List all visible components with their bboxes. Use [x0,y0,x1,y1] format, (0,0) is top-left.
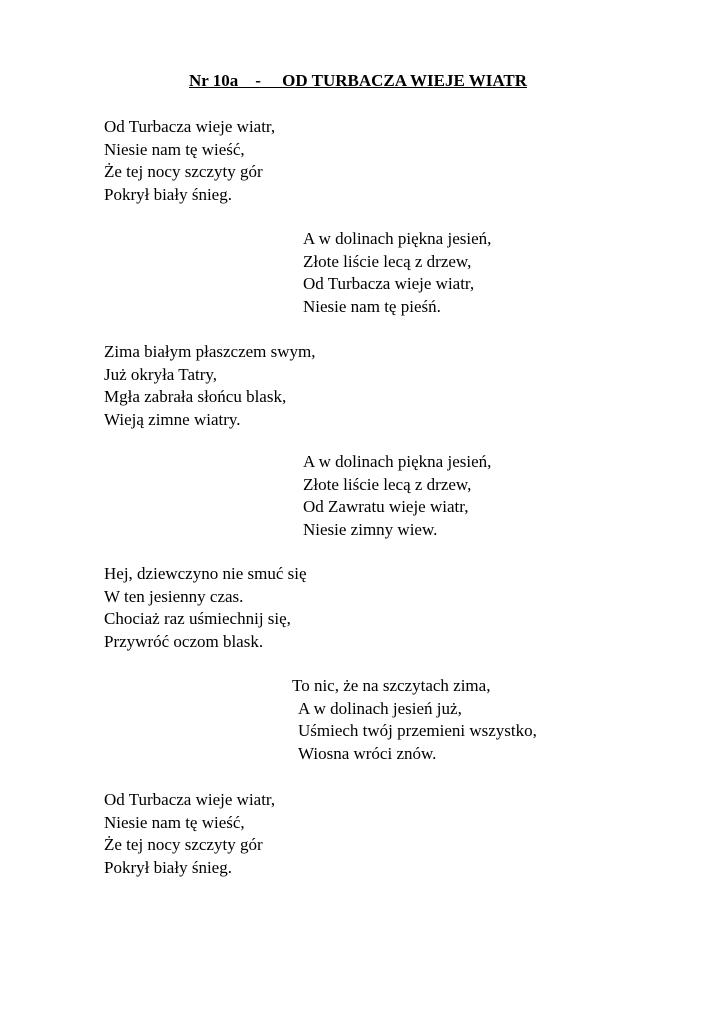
stanza-line: Złote liście lecą z drzew, [303,474,472,494]
song-title: Nr 10a - OD TURBACZA WIEJE WIATR [189,71,528,90]
stanza-line: Pokrył biały śnieg. [104,857,232,877]
stanza-line: Od Turbacza wieje wiatr, [104,790,276,809]
stanza-line: To nic, że na szczytach zima, [292,676,491,695]
stanza-line: Zima białym płaszczem swym, [104,342,316,361]
stanza-3 [104,341,316,431]
stanza-line: Hej, dziewczyno nie smuć się [104,564,307,583]
stanza-line: Wiosna wróci znów. [298,743,437,763]
stanza-line: Już okryła Tatry, [104,364,218,384]
stanza-2-refrain [303,228,491,318]
stanza-6-refrain [292,675,537,765]
stanza-line: Od Turbacza wieje wiatr, [104,117,276,136]
stanza-line: Złote liście lecą z drzew, [303,251,472,271]
stanza-line: Chociaż raz uśmiechnij się, [104,609,291,628]
stanza-4-refrain [303,451,491,541]
stanza-line: A w dolinach jesień już, [298,698,462,718]
stanza-line: Niesie nam tę wieść, [104,139,245,159]
stanza-line: A w dolinach piękna jesień, [303,452,492,471]
stanza-line: Wieją zimne wiatry. [104,409,241,429]
stanza-line: Mgła zabrała słońcu blask, [104,387,287,406]
stanza-1 [104,116,275,206]
stanza-5 [104,563,307,653]
stanza-line: Niesie zimny wiew. [303,519,438,539]
stanza-line: Uśmiech twój przemieni wszystko, [298,721,537,740]
stanza-line: Od Zawratu wieje wiatr, [303,497,469,516]
stanza-line: A w dolinach piękna jesień, [303,229,492,248]
stanza-line: Niesie nam tę wieść, [104,812,245,832]
stanza-line: Przywróć oczom blask. [104,631,264,651]
stanza-line: Pokrył biały śnieg. [104,184,232,204]
stanza-line: Od Turbacza wieje wiatr, [303,274,475,293]
stanza-line: Niesie nam tę pieśń. [303,296,441,316]
stanza-line: Że tej nocy szczyty gór [104,835,263,854]
stanza-line: Że tej nocy szczyty gór [104,162,263,181]
stanza-line: W ten jesienny czas. [104,586,244,606]
stanza-7 [104,789,275,879]
